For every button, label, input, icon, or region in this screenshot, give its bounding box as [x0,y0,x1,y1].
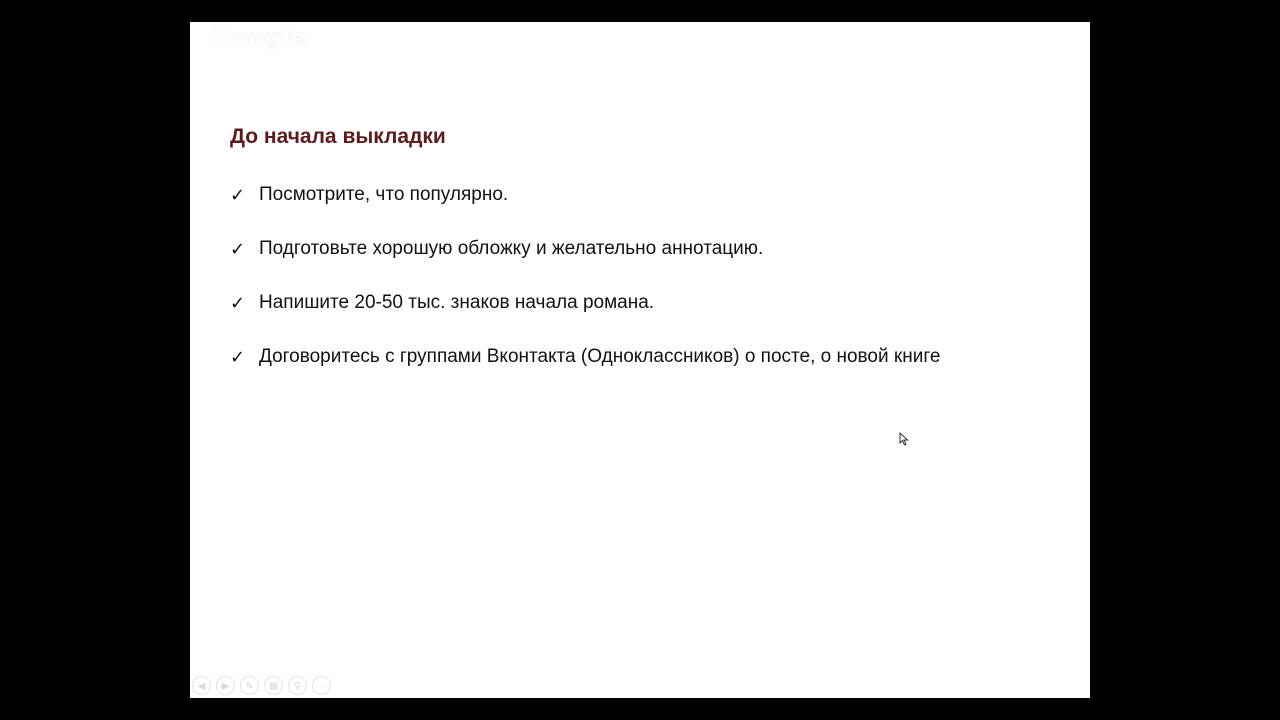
bullet-text: Договоритесь с группами Вконтакта (Одноклассников) о посте, о новой книге [259,346,941,367]
checkmark-icon: ✓ [230,238,246,260]
google-watermark-logo: Google [212,24,307,52]
bullet-item [230,340,940,374]
bullet-item [230,232,940,266]
mouse-cursor-icon [899,432,909,446]
presentation-slide [190,22,1090,698]
checkmark-icon: ✓ [230,184,246,206]
slideshow-controls [192,676,331,695]
slide-title: До начала выкладки [230,125,446,148]
next-icon[interactable]: ▶ [216,676,235,695]
bullet-item [230,178,940,212]
checkmark-icon: ✓ [230,346,246,368]
zoom-icon[interactable]: ⚲ [288,676,307,695]
previous-icon[interactable]: ◀ [192,676,211,695]
bullet-list [230,178,940,394]
checkmark-icon: ✓ [230,292,246,314]
bullet-item [230,286,940,320]
bullet-text: Напишите 20-50 тыс. знаков начала романа. [259,292,655,313]
bullet-text: Подготовьте хорошую обложку и желательно аннотацию. [259,238,764,259]
slides-icon[interactable]: ▦ [264,676,283,695]
pen-icon[interactable]: ✎ [240,676,259,695]
bullet-text: Посмотрите, что популярно. [259,184,509,205]
more-icon[interactable]: ⋯ [312,676,331,695]
